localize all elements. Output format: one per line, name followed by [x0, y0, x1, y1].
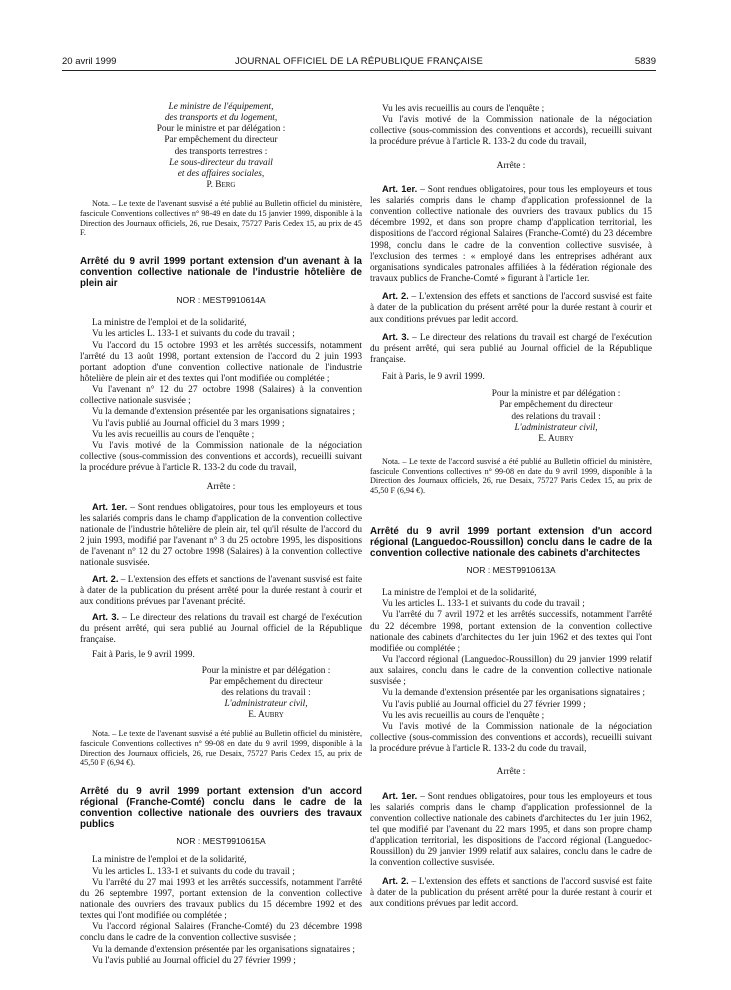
signature-line: des transports et du logement, [164, 113, 278, 124]
nor-reference: NOR : MEST9910615A [176, 836, 266, 847]
preamble-paragraph: Vu l'accord régional Salaires (Franche-Comté) du 23 décembre 1998 conclu dans le cadre de la convention collective susvisée ; [80, 922, 362, 944]
preamble-paragraph: Vu les articles L. 133-1 et suivants du code du travail ; [92, 866, 295, 877]
preamble-paragraph: Vu l'arrêté du 7 avril 1972 et les arrêtés successifs, notamment l'arrêté du 22 décembre 1998, portant extension de la convention collective nationale des cabinets d'architectes du 1er juin 1962 et des textes qui l'ont modifiée ou complétée ; [370, 610, 652, 654]
arrete-heading: Arrête : [496, 160, 526, 171]
arrete-heading: Arrête : [496, 767, 526, 778]
preamble-paragraph: Vu l'accord régional (Languedoc-Roussillon) du 29 janvier 1999 relatif aux salaires, conclu dans le cadre de la convention collective nationale susvisée ; [370, 654, 652, 688]
preamble-paragraph: Vu les avis recueillis au cours de l'enquête ; [92, 429, 255, 440]
signature-line: et des affaires sociales, [177, 168, 265, 179]
right-column [370, 104, 652, 910]
decree-preamble [80, 855, 362, 967]
signature-line: des relations du travail : [221, 687, 311, 698]
article-label: Art. 3. [92, 611, 120, 622]
fait-a-paris: Fait à Paris, le 9 avril 1999. [382, 372, 485, 383]
article-paragraph [370, 291, 652, 325]
decree-title: Arrêté du 9 avril 1999 portant extension d'un accord régional (Franche-Comté) conclu dans le cadre de la convention collective nationale des ouvriers des travaux publics [80, 786, 362, 831]
preamble-paragraph: Vu l'avenant n° 12 du 27 octobre 1998 (Salaires) à la convention collective nationale susvisée ; [80, 385, 362, 407]
article-paragraph [370, 791, 652, 870]
article-text: – L'extension des effets et sanctions de l'avenant susvisé est faite à dater de la publication du présent arrêté pour la durée restant à courir et aux conditions prévues par l'avenant précité. [80, 574, 362, 607]
article-paragraph [80, 612, 362, 646]
preamble-paragraph: Vu l'arrêté du 27 mai 1993 et les arrêtés successifs, notamment l'arrêté du 26 septembre 1997, portant extension de la convention collective nationale des ouvriers des travaux publics du 15 décembre 1992 et des textes qui l'ont modifiée ou complétée ; [80, 877, 362, 922]
preamble-paragraph: Vu l'accord du 15 octobre 1993 et les arrêtés successifs, notamment l'arrêté du 13 août 1998, portant extension de l'accord du 2 juin 1993 portant adoption d'une convention collective nationale de l'industrie hôtelière de plein air et des textes qui l'ont modifiée ou complétée ; [80, 340, 362, 384]
signature-line: des transports terrestres : [174, 146, 268, 157]
article-text: – L'extension des effets et sanctions de l'accord susvisé est faite à dater de la publication du présent arrêté pour la durée restant à courir et aux conditions prévues par ledit accord. [370, 876, 652, 909]
article-label: Art. 1er. [92, 501, 128, 512]
article-paragraph [370, 332, 652, 366]
article-text: – Sont rendues obligatoires, pour tous les employeurs et tous les salariés compris dans le champ d'application professionnel de la convention collective nationale des cabinets d'architectes du 1er juin 1962, tel que modifié par l'avenant du 22 mars 1995, et dans son propre champ d'application territorial, les dispositions de l'accord régional (Languedoc-Roussillon) du 29 janvier 1999 relatif aux salaires, conclu dans le cadre de la convention collective susvisée. [370, 791, 652, 869]
article-text: – L'extension des effets et sanctions de l'accord susvisé est faite à dater de la publication du présent arrêté pour la durée restant à courir et aux conditions prévues par ledit accord. [370, 292, 652, 325]
preamble-paragraph: Vu l'avis publié au Journal officiel du 27 février 1999 ; [382, 699, 586, 710]
decree-title: Arrêté du 9 avril 1999 portant extension d'un avenant à la convention collective nationale de l'industrie hôtelière de plein air [80, 256, 362, 290]
signature-line: Pour la ministre et par délégation : [491, 389, 621, 400]
preamble-paragraph: Vu la demande d'extension présentée par les organisations signataires ; [382, 688, 645, 699]
nor-reference: NOR : MEST9910613A [466, 564, 556, 575]
preamble-paragraph: La ministre de l'emploi et de la solidarité, [382, 588, 537, 599]
signatory-name: P. Berg [206, 180, 236, 191]
header-date: 20 avril 1999 [62, 56, 117, 67]
article-label: Art. 2. [382, 875, 409, 886]
preamble-paragraph: La ministre de l'emploi et de la solidarité, [92, 318, 247, 329]
signature-line: L'administrateur civil, [224, 699, 308, 710]
article-text: – Sont rendues obligatoires, pour tous les employeurs et tous les salariés compris dans le champ d'application de la convention collective nationale de l'industrie hôtelière de plein air, tel qu'il résulte de l'accord du 2 juin 1993, modifié par l'avenant n° 3 du 25 octobre 1995, les dispositions de l'avenant n° 12 du 27 octobre 1998 (Salaires) à la convention collective nationale susvisée. [80, 502, 362, 569]
preamble-paragraph: Vu la demande d'extension présentée par les organisations signataires ; [92, 407, 355, 418]
left-column [80, 102, 362, 967]
nota-paragraph: Nota. – Le texte de l'avenant susvisé a été publié au Bulletin officiel du ministère, fascicule Conventions collectives n° 98-49 en date du 15 janvier 1999, disponible à la Direction des Journaux officiels, 26, rue Desaix, 75727 Paris Cedex 15, au prix de 45 F. [80, 199, 362, 238]
preamble-paragraph: Vu l'avis publié au Journal officiel du 27 février 1999 ; [92, 955, 296, 966]
arrete-heading: Arrête : [206, 482, 236, 493]
preamble-paragraph: Vu l'avis motivé de la Commission nationale de la négociation collective (sous-commission des conventions et accords), recueilli suivant la procédure prévue à l'article R. 133-2 du code du travail, [80, 440, 362, 474]
article-label: Art. 3. [382, 331, 410, 342]
preamble-paragraph: Vu l'avis motivé de la Commission nationale de la négociation collective (sous-commission des conventions et accords), recueilli suivant la procédure prévue à l'article R. 133-2 du code du travail, [370, 115, 652, 148]
article-paragraph [80, 574, 362, 608]
signature-block-emploi [170, 666, 362, 722]
preamble-paragraph: Vu les avis recueillis au cours de l'enquête ; [382, 104, 545, 114]
signature-line: des relations du travail : [511, 411, 601, 422]
preamble-paragraph: Vu la demande d'extension présentée par les organisations signataires ; [92, 944, 355, 955]
fait-a-paris: Fait à Paris, le 9 avril 1999. [92, 650, 195, 661]
header-journal-title: JOURNAL OFFICIEL DE LA RÉPUBLIQUE FRANÇAISE [234, 56, 484, 67]
article-text: – Le directeur des relations du travail est chargé de l'exécution du présent arrêté, qui sera publié au Journal officiel de la République française. [370, 332, 652, 365]
signatory-name: E. Aubry [538, 433, 574, 444]
preamble-paragraph: Vu les articles L. 133-1 et suivants du code du travail ; [382, 599, 585, 610]
decree-title: Arrêté du 9 avril 1999 portant extension d'un accord régional (Languedoc-Roussillon) conclu dans le cadre de la convention collective nationale des cabinets d'architectes [370, 525, 652, 559]
article-label: Art. 2. [92, 573, 119, 584]
article-label: Art. 2. [382, 291, 409, 302]
nota-paragraph: Nota. – Le texte de l'accord susvisé a été publié au Bulletin officiel du ministère, fascicule Conventions collectives n° 99-08 en date du 9 avril 1999, disponible à la Direction des Journaux officiels, 26, rue Desaix, 75727 Paris Cedex 15, au prix de 45,50 F (6,94 €). [370, 457, 652, 496]
signature-line: Le ministre de l'équipement, [168, 102, 274, 112]
article-paragraph [80, 502, 362, 570]
preamble-paragraph: Vu les articles L. 133-1 et suivants du code du travail ; [92, 329, 295, 340]
article-paragraph [370, 876, 652, 910]
article-text: – Le directeur des relations du travail est chargé de l'exécution du présent arrêté, qui sera publié au Journal officiel de la République française. [80, 612, 362, 646]
decree-preamble [80, 318, 362, 474]
signature-block-equipement [80, 102, 362, 191]
article-label: Art. 1er. [382, 183, 418, 194]
signature-line: Par empêchement du directeur [164, 135, 278, 146]
signature-line: Par empêchement du directeur [209, 676, 323, 687]
signature-line: L'administrateur civil, [514, 422, 598, 433]
page-header [62, 56, 656, 70]
signature-line: Le sous-directeur du travail [169, 157, 273, 168]
signature-line: Par empêchement du directeur [499, 400, 613, 411]
preamble-paragraph: La ministre de l'emploi et de la solidarité, [92, 855, 247, 866]
article-paragraph [370, 184, 652, 285]
signatory-name: E. Aubry [248, 710, 284, 721]
signature-line: Pour la ministre et par délégation : [201, 665, 331, 676]
preamble-paragraph: Vu l'avis publié au Journal officiel du 3 mars 1999 ; [92, 418, 285, 429]
header-page-number: 5839 [634, 56, 656, 67]
nor-reference: NOR : MEST9910614A [176, 295, 266, 306]
nota-paragraph: Nota. – Le texte de l'avenant susvisé a été publié au Bulletin officiel du ministère, fascicule Conventions collectives n° 99-08 en date du 9 avril 1999, disponible à la Direction des Journaux officiels, 26, rue Desaix, 75727 Paris Cedex 15, au prix de 45,50 F (6,94 €). [80, 729, 362, 768]
preamble-paragraph: Vu l'avis motivé de la Commission nationale de la négociation collective (sous-commission des conventions et accords), recueilli suivant la procédure prévue à l'article R. 133-2 du code du travail, [370, 721, 652, 755]
header-rule [62, 70, 656, 71]
preamble-paragraph: Vu les avis recueillis au cours de l'enquête ; [382, 710, 545, 721]
signature-block-emploi [460, 389, 652, 445]
decree-preamble [370, 588, 652, 755]
article-text: – Sont rendues obligatoires, pour tous les employeurs et tous les salariés compris dans le champ d'application professionnel de la convention collective nationale des ouvriers des travaux publics du 15 décembre 1992, et dans son propre champ d'application territorial, les dispositions de l'accord régional Salaires (Franche-Comté) du 23 décembre 1998, conclu dans le cadre de la convention collective susvisée, à l'exclusion des termes : « employé dans les entreprises adhérant aux organisations syndicales patronales affiliées à la fédération régionale des travaux publics de Franche-Comté » figurant à l'article 1er. [370, 184, 652, 285]
signature-line: Pour le ministre et par délégation : [156, 124, 286, 135]
article-label: Art. 1er. [382, 790, 418, 801]
